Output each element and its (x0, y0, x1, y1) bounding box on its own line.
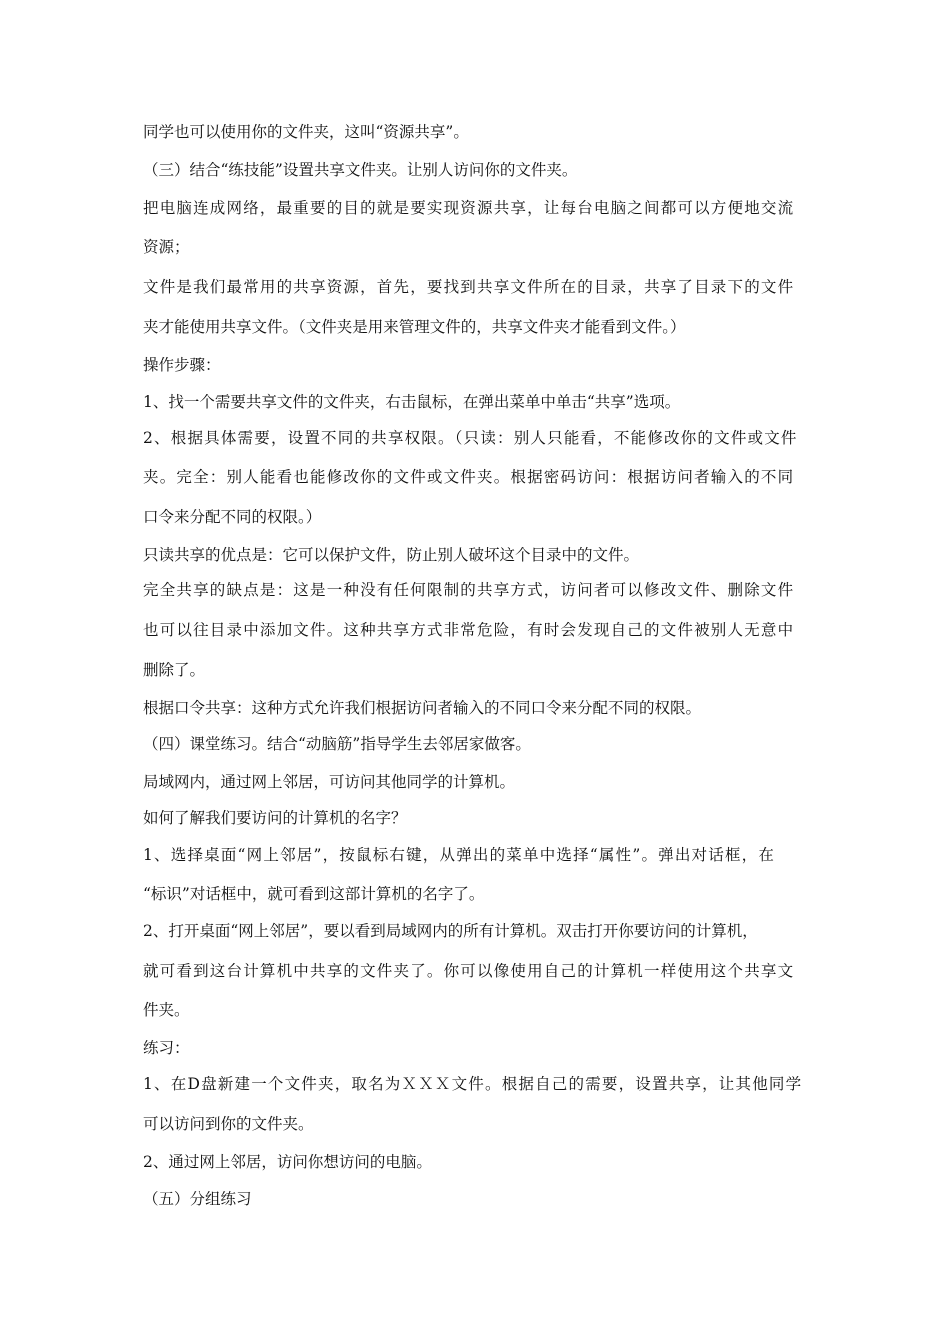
text-line: 删除了。 (143, 661, 206, 679)
text-line: 练习： (143, 1039, 190, 1057)
step-item: 2、打开桌面“网上邻居”，要以看到局域网内的所有计算机。双击打开你要访问的计算机， (143, 922, 758, 940)
text-line: 文件是我们最常用的共享资源，首先，要找到共享文件所在的目录，共享了目录下的文件 (143, 278, 795, 296)
step-item: 1、找一个需要共享文件的文件夹，右击鼠标，在弹出菜单中单击“共享”选项。 (143, 393, 681, 411)
text-line: 只读共享的优点是：它可以保护文件，防止别人破坏这个目录中的文件。 (143, 546, 640, 564)
text-line: 局域网内，通过网上邻居，可访问其他同学的计算机。 (143, 773, 516, 791)
text-line: 把电脑连成网络，最重要的目的就是要实现资源共享，让每台电脑之间都可以方便地交流 (143, 199, 795, 217)
text-line: 资源； (143, 238, 190, 256)
text-line: 夹才能使用共享文件。（文件夹是用来管理文件的，共享文件夹才能看到文件。） (143, 318, 686, 336)
step-item: 2、根据具体需要，设置不同的共享权限。（只读：别人只能看，不能修改你的文件或文件 (143, 429, 798, 447)
text-line: 完全共享的缺点是：这是一种没有任何限制的共享方式，访问者可以修改文件、删除文件 (143, 581, 795, 599)
section-heading-5: （五）分组练习 (143, 1190, 252, 1208)
text-line: 也可以往目录中添加文件。这种共享方式非常危险，有时会发现自己的文件被别人无意中 (143, 621, 795, 639)
step-item: 1、选择桌面“网上邻居”，按鼠标右键，从弹出的菜单中选择“属性”。弹出对话框，在 (143, 846, 776, 864)
section-heading-3: （三）结合“练技能”设置共享文件夹。让别人访问你的文件夹。 (143, 161, 578, 179)
section-heading-4: （四）课堂练习。结合“动脑筋”指导学生去邻居家做客。 (143, 735, 531, 753)
text-line: 就可看到这台计算机中共享的文件夹了。你可以像使用自己的计算机一样使用这个共享文 (143, 962, 795, 980)
step-item: 2、通过网上邻居，访问你想访问的电脑。 (143, 1153, 432, 1171)
text-line: 件夹。 (143, 1001, 190, 1019)
text-line: 操作步骤： (143, 356, 221, 374)
text-line: 夹。完全：别人能看也能修改你的文件或文件夹。根据密码访问：根据访问者输入的不同 (143, 468, 795, 486)
text-line: 同学也可以使用你的文件夹，这叫“资源共享”。 (143, 123, 469, 141)
text-line: 口令来分配不同的权限。） (143, 508, 322, 526)
text-line: 可以访问到你的文件夹。 (143, 1115, 314, 1133)
text-line: 根据口令共享：这种方式允许我们根据访问者输入的不同口令来分配不同的权限。 (143, 699, 702, 717)
text-line: 如何了解我们要访问的计算机的名字？ (143, 809, 407, 827)
text-line: “标识”对话框中，就可看到这部计算机的名字了。 (143, 885, 485, 903)
step-item: 1、在D盘新建一个文件夹，取名为ＸＸＸ文件。根据自己的需要，设置共享，让其他同学 (143, 1075, 803, 1093)
